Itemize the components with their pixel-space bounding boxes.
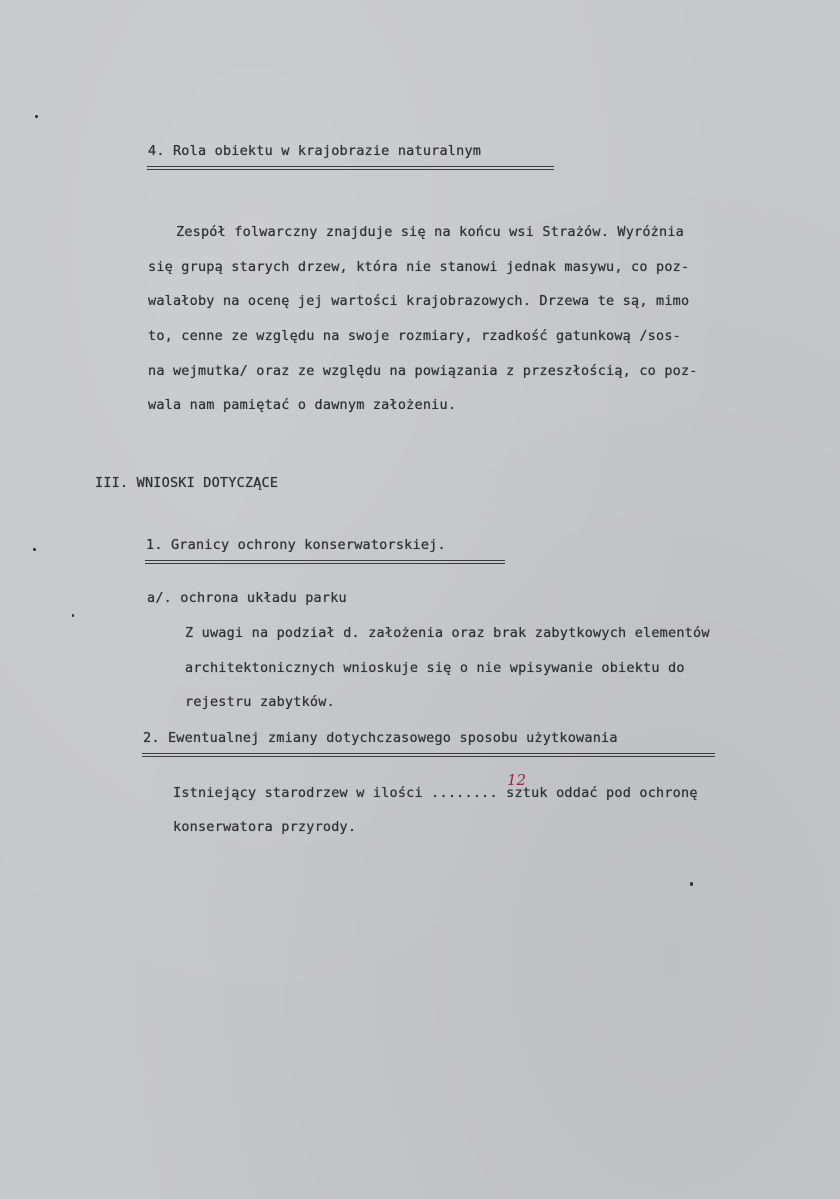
subsection-1-heading: 1. Granicy ochrony konserwatorskiej.	[146, 537, 446, 553]
section-4-paragraph-line: się grupą starych drzew, która nie stanowi jednak masywu, co poz-	[148, 259, 690, 275]
subsection-2-text-line: konserwatora przyrody.	[173, 819, 357, 835]
section-4-paragraph-line: na wejmutka/ oraz ze względu na powiązania z przeszłością, co poz-	[148, 363, 698, 379]
quantity-dots: ........	[431, 785, 498, 801]
subsection-1-heading-underline	[145, 560, 505, 564]
section-4-heading-underline	[147, 166, 554, 170]
item-a-text-line: rejestru zabytków.	[185, 694, 335, 710]
subsection-2-heading-underline	[142, 753, 715, 757]
handwritten-quantity: 12	[507, 771, 527, 789]
subsection-2-text-line	[173, 785, 698, 801]
paper-speck	[690, 882, 693, 886]
item-a-label: a/. ochrona układu parku	[147, 590, 347, 606]
paper-speck	[35, 115, 38, 118]
section-4-paragraph-line: wala nam pamiętać o dawnym założeniu.	[148, 397, 457, 413]
subsection-2-heading: 2. Ewentualnej zmiany dotychczasowego sposobu użytkowania	[143, 730, 618, 746]
section-4-heading: 4. Rola obiektu w krajobrazie naturalnym	[148, 143, 482, 159]
section-4-paragraph-line: Zespół folwarczny znajduje się na końcu wsi Strażów. Wyróżnia	[176, 224, 684, 240]
paper-speck	[33, 548, 36, 551]
subsection-2-text-before: Istniejący starodrzew w ilości	[173, 785, 423, 801]
subsection-2-text-after: sztuk oddać pod ochronę	[506, 785, 698, 801]
section-4-paragraph-line: to, cenne ze względu na swoje rozmiary, rzadkość gatunkową /sos-	[148, 328, 681, 344]
item-a-text-line: architektonicznych wnioskuje się o nie wpisywanie obiektu do	[185, 660, 685, 676]
section-4-paragraph-line: walałoby na ocenę jej wartości krajobrazowych. Drzewa te są, mimo	[148, 293, 690, 309]
section-3-heading: III. WNIOSKI DOTYCZĄCE	[95, 475, 279, 491]
item-a-text-line: Z uwagi na podział d. założenia oraz brak zabytkowych elementów	[185, 625, 710, 641]
paper-speck	[72, 614, 74, 617]
